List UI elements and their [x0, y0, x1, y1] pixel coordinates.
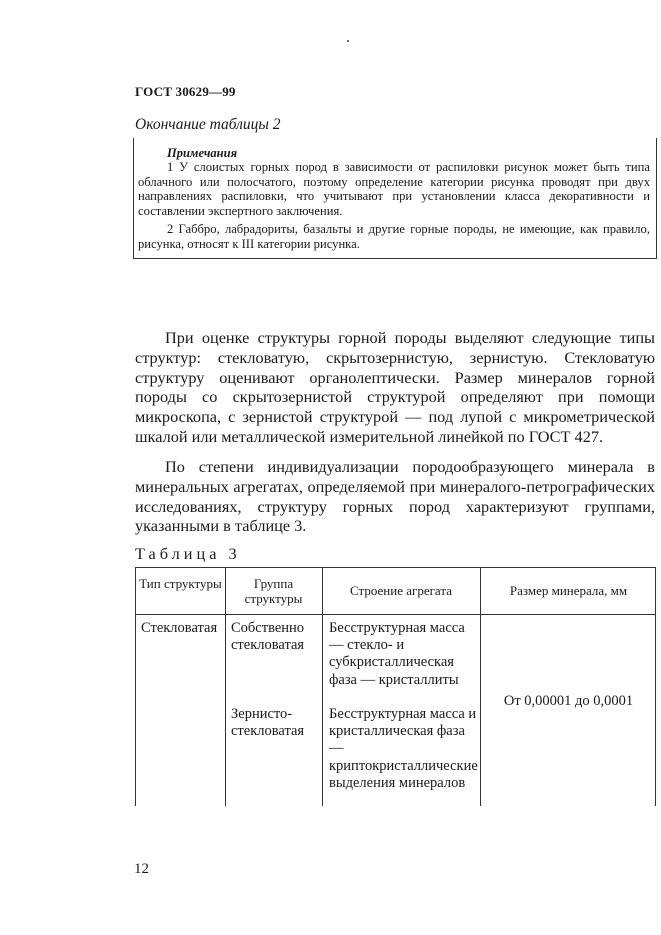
note-item: 2 Габбро, лабрадориты, базальты и другие горные породы, не имеющие, как правило, рисунка, относят к III категории рисунка.	[138, 222, 650, 251]
body-paragraph: По степени индивидуализации породообразующего минерала в минеральных агрегатах, определяемой при минералого-петрографических исследованиях, структуру горных пород характеризуют группами, указанными в таблице 3.	[135, 457, 655, 536]
cell-aggregate: Бесструктурная масса — стекло- и субкристаллическая фаза — кристаллиты	[329, 620, 465, 688]
cell-group: Зернисто-стекловатая	[231, 706, 305, 740]
page-number: 12	[134, 861, 149, 877]
column-header-group: Группа структуры	[244, 576, 303, 606]
cell-group: Собственно стекловатая	[231, 620, 305, 654]
cell-aggregate: Бесструктурная масса и кристаллическая фаза — криптокристаллические выделения минералов	[329, 706, 478, 791]
note-item: 1 У слоистых горных пород в зависимости от распиловки рисунок может быть типа облачного или полосчатого, поэтому определение категории рисунка проводят при двух направлениях распиловки, что учитывают при установлении класса декоративности и составлении экспертного заключения.	[138, 160, 650, 218]
notes-title: Примечания	[167, 146, 238, 160]
notes-box	[133, 138, 657, 259]
table-continuation-caption: Окончание таблицы 2	[135, 116, 281, 133]
speck-mark	[347, 40, 349, 42]
table-divider	[322, 568, 323, 806]
structure-table	[135, 567, 656, 806]
table-divider	[480, 568, 481, 806]
table-caption: Таблица 3	[135, 544, 241, 563]
document-code: ГОСТ 30629—99	[135, 84, 236, 99]
column-header-aggregate: Строение агрегата	[350, 583, 452, 598]
body-paragraph: При оценке структуры горной породы выделяют следующие типы структур: стекловатую, скрытозернистую, зернистую. Стекловатую структуру оценивают органолептически. Размер минералов горной породы со скрытозернистой структурой определяют при помощи микроскопа, с зернистой структурой — под лупой с микрометрической шкалой или металлической измерительной линейкой по ГОСТ 427.	[135, 328, 655, 446]
column-header-type: Тип структуры	[139, 576, 222, 591]
table-header-divider	[136, 614, 655, 615]
cell-mineral-size: От 0,00001 до 0,0001	[503, 693, 634, 709]
cell-structure-type: Стекловатая	[141, 620, 218, 636]
column-header-size: Размер минерала, мм	[509, 583, 628, 598]
